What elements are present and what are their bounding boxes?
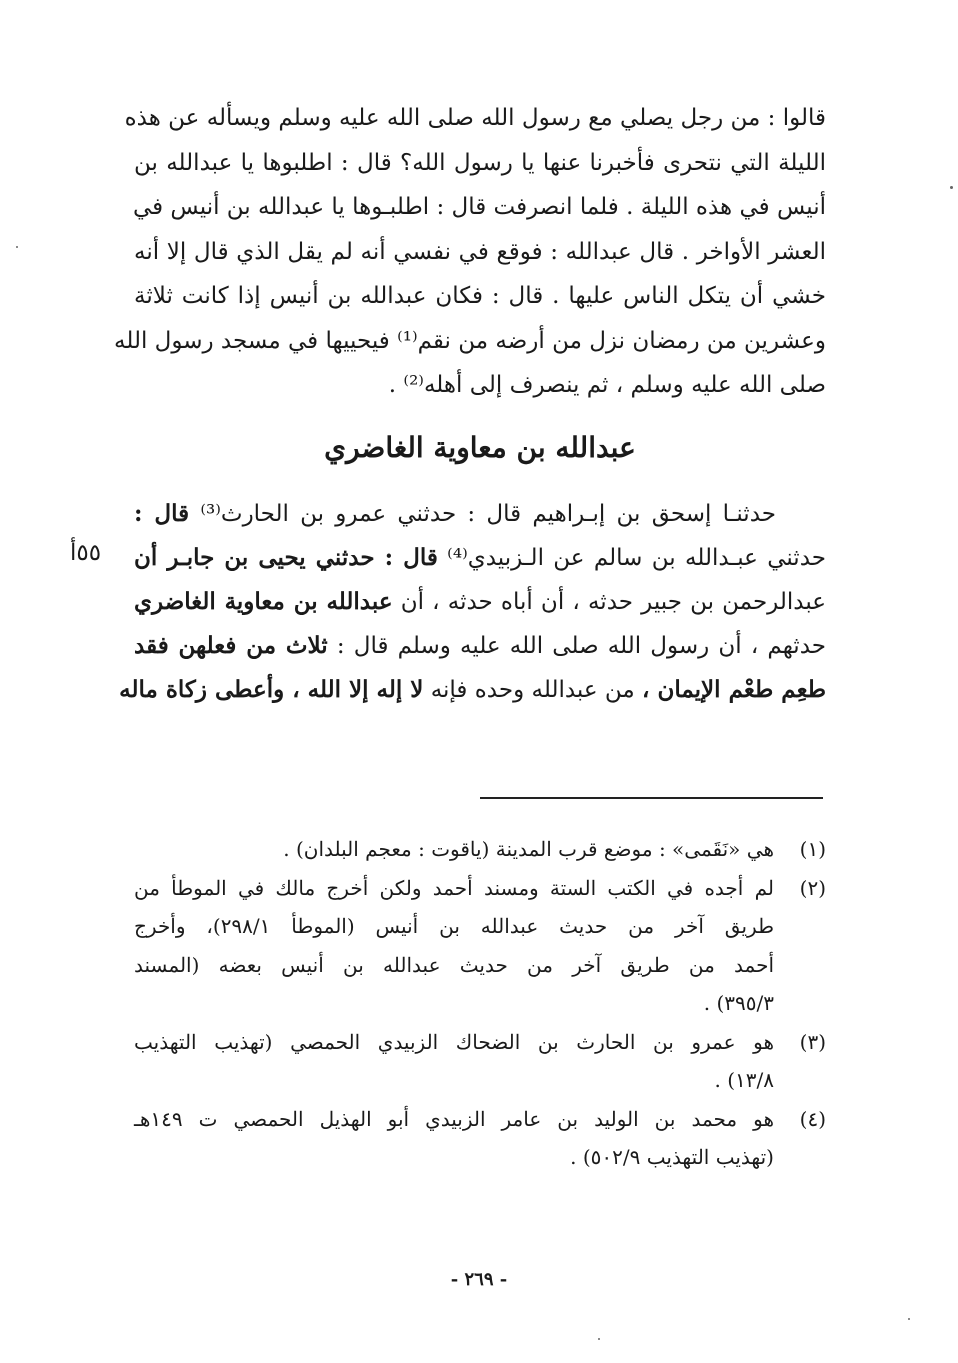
footnote-text — [134, 1023, 774, 1100]
footnote-item — [134, 830, 826, 869]
body-line: خشي أن يتكل الناس عليها . قال : فكان عبدالله بن أنيس إذا كانت ثلاثة — [134, 283, 826, 309]
footnote-item — [134, 869, 826, 1023]
hadith-text: حدثنـا إسحق بن إبـراهيم قال : حدثني عمرو بن الحارث⁽³⁾ — [200, 501, 776, 527]
body-line: الليلة التي نتحرى فأخبرنا عنها يا رسول الله؟ قال : اطلبوها يا عبدالله بن — [134, 149, 826, 176]
footnote-line: هو عمرو بن الحارث بن الضحاك الزبيدي الحمصي (تهذيب التهذيب — [134, 1029, 774, 1054]
body-line: قالوا : من رجل يصلي مع رسول الله صلى الله عليه وسلم ويسأله عن هذه — [124, 105, 826, 131]
body-paragraph — [114, 96, 826, 408]
body-line: وعشرين من رمضان نزل من أرضه من نقم⁽¹⁾ فيحييها في مسجد رسول الله — [114, 327, 826, 354]
manuscript-folio-note: ٥٥أ — [70, 540, 102, 566]
page-number: - ٢٦٩ - — [450, 1269, 508, 1290]
scan-speck — [950, 186, 953, 189]
footnote-line: (تهذيب التهذيب ٥٠٢/٩) . — [570, 1145, 774, 1169]
scan-speck — [908, 1318, 910, 1320]
section-heading: عبدالله بن معاوية الغاضري — [324, 431, 636, 464]
hadith-text: من عبدالله وحده فإنه — [430, 677, 635, 703]
footnote-number: (٤) — [799, 1106, 826, 1131]
footnote-text — [134, 830, 774, 869]
footnote-item — [134, 1023, 826, 1100]
footnote-line: طريق آخر من حديث عبدالله بن أنيس (الموطأ ٢٩٨/١)، وأخرج — [134, 914, 774, 938]
hadith-bold-text: قال : حدثني يحيى بن جابـر أن — [134, 544, 438, 571]
hadith-line — [134, 624, 826, 668]
footnote-number: (١) — [799, 837, 826, 861]
hadith-bold-text: قال : — [134, 500, 190, 527]
hadith-bold-text: عبدالله بن معاوية الغاضري — [134, 588, 393, 615]
scan-speck — [16, 246, 18, 248]
footnote-item — [134, 1100, 826, 1177]
hadith-text: حدثني عبـدالله بن سالم عن الـزبيدي⁽⁴⁾ — [447, 545, 827, 571]
hadith-text: حدثهم ، أن رسول الله صلى الله عليه وسلم قال : — [336, 633, 826, 659]
hadith-bold-text: طعِم طعْم الإيمان ، — [642, 676, 826, 703]
hadith-paragraph — [119, 492, 827, 712]
footnote-number: (٢) — [799, 875, 826, 900]
footnote-text — [134, 1100, 774, 1177]
hadith-line — [119, 668, 826, 712]
footnote-text — [134, 869, 774, 1023]
footnote-line: هو محمد بن الوليد بن عامر الزبيدي أبو الهذيل الحمصي ت ١٤٩هـ — [134, 1106, 774, 1131]
footnote-line: ٣٩٥/٣) . — [703, 991, 774, 1015]
footnote-number: (٣) — [799, 1029, 826, 1054]
footnote-separator — [480, 797, 823, 799]
scan-speck — [598, 1338, 600, 1340]
hadith-bold-text: ثلاث من فعلهن فقد — [134, 632, 328, 659]
hadith-line — [134, 536, 826, 580]
hadith-text: عبدالرحمن بن جبير حدثه ، أن أباه حدثه ، أن — [400, 589, 827, 615]
hadith-line — [134, 492, 826, 536]
footnotes — [134, 830, 826, 1177]
hadith-bold-text: لا إله إلا الله ، وأعطى زكاة ماله — [119, 676, 424, 703]
body-line: صلى الله عليه وسلم ، ثم ينصرف إلى أهله⁽²⁾ . — [388, 372, 826, 398]
body-line: العشر الأواخر . قال عبدالله : فوقع في نفسي أنه لم يقل الذي قال إلا أنه — [134, 238, 826, 265]
footnote-line: هي «نَقَمى» : موضع قرب المدينة (ياقوت : معجم البلدان) . — [283, 837, 774, 861]
footnote-line: ١٣/٨) . — [714, 1068, 774, 1092]
footnote-line: لم أجده في الكتب الستة ومسند أحمد ولكن أخرج مالك في الموطأ من — [134, 875, 774, 900]
footnote-line: أحمد من طريق آخر من حديث عبدالله بن أنيس بعضه (المسند — [134, 952, 774, 977]
hadith-line — [134, 580, 826, 624]
body-line: أنيس في هذه الليلة . فلما انصرفت قال : اطلبـوها يا عبدالله بن أنيس في — [132, 194, 826, 220]
